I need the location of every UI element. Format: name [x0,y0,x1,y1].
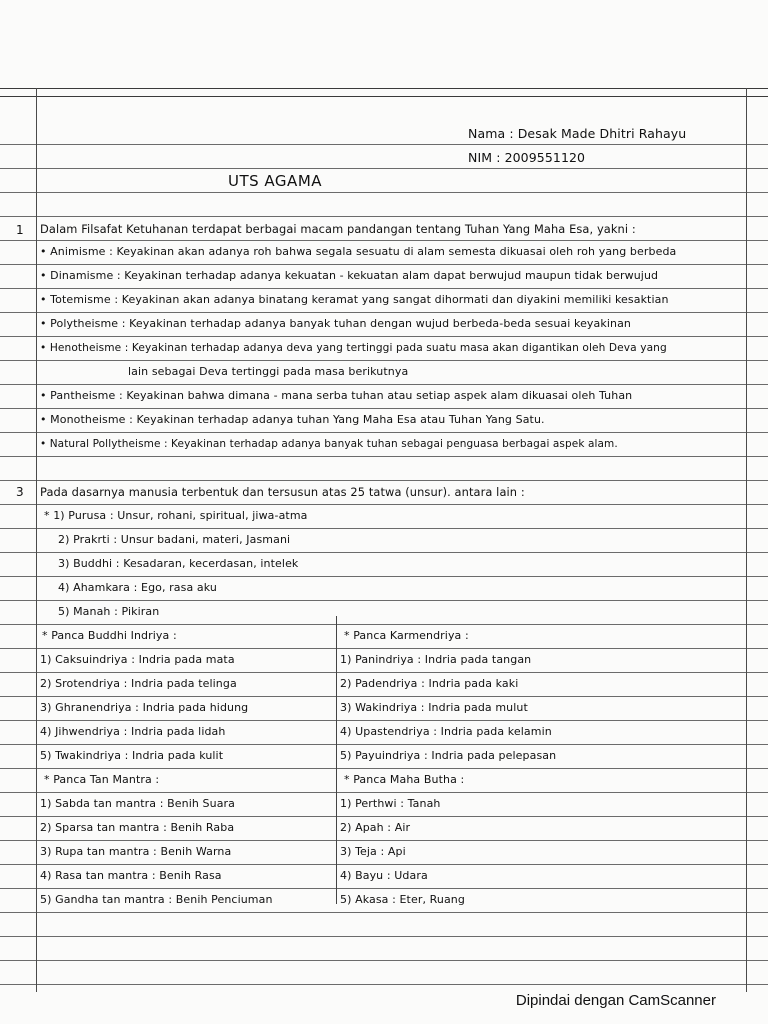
rule-line [0,624,768,625]
list-item: 2) Sparsa tan mantra : Benih Raba [40,821,235,834]
rule-line [0,648,768,649]
rule-line [0,936,768,937]
list-item: • Natural Pollytheisme : Keyakinan terhadap adanya banyak tuhan sebagai penguasa berbagai aspek alam. [40,438,618,450]
section-heading: * Panca Tan Mantra : [44,773,160,786]
rule-line [0,696,768,697]
rule-line [0,336,768,337]
rule-line [0,168,768,169]
list-item: 2) Apah : Air [340,821,411,834]
list-item: 4) Bayu : Udara [340,869,428,882]
section-heading: * Panca Maha Butha : [344,773,465,786]
list-item: 5) Payuindriya : Indria pada pelepasan [340,749,557,762]
rule-line [0,672,768,673]
tattwa-item: * 1) Purusa : Unsur, rohani, spiritual, jiwa-atma [44,509,308,522]
rule-line [0,960,768,961]
rule-line [0,504,768,505]
rule-line [0,384,768,385]
rule-line [0,288,768,289]
list-item: • Totemisme : Keyakinan akan adanya binatang keramat yang sangat dihormati dan diyakini memiliki kesaktian [40,293,669,306]
list-item: 3) Rupa tan mantra : Benih Warna [40,845,232,858]
rule-line [0,768,768,769]
list-item: 2) Srotendriya : Indria pada telinga [40,677,237,690]
list-item: 3) Wakindriya : Indria pada mulut [340,701,528,714]
top-rule [0,88,768,89]
rule-line [0,576,768,577]
right-margin-line [746,88,747,992]
list-item: 4) Rasa tan mantra : Benih Rasa [40,869,222,882]
list-item: 5) Akasa : Eter, Ruang [340,893,465,906]
rule-line [0,600,768,601]
list-item: • Dinamisme : Keyakinan terhadap adanya kekuatan - kekuatan alam dapat berwujud maupun tidak berwujud [40,269,659,282]
list-item: 1) Caksuindriya : Indria pada mata [40,653,235,666]
list-item: 1) Sabda tan mantra : Benih Suara [40,797,236,810]
rule-line [0,528,768,529]
list-item: 2) Padendriya : Indria pada kaki [340,677,519,690]
list-item: • Monotheisme : Keyakinan terhadap adanya tuhan Yang Maha Esa atau Tuhan Yang Satu. [40,413,545,426]
list-item: 3) Teja : Api [340,845,406,858]
rule-line [0,240,768,241]
list-item: 4) Jihwendriya : Indria pada lidah [40,725,226,738]
scanner-watermark: Dipindai dengan CamScanner [515,992,716,1009]
student-name: Nama : Desak Made Dhitri Rahayu [468,126,687,141]
rule-line [0,432,768,433]
rule-line [0,912,768,913]
list-item: 4) Upastendriya : Indria pada kelamin [340,725,552,738]
question-number: 3 [16,485,24,499]
rule-line [0,888,768,889]
top-rule-2 [0,96,768,97]
rule-line [0,360,768,361]
list-item: • Henotheisme : Keyakinan terhadap adanya deva yang tertinggi pada suatu masa akan digantikan oleh Deva yang [40,342,667,354]
tattwa-item: 5) Manah : Pikiran [58,605,160,618]
rule-line [0,480,768,481]
rule-line [0,408,768,409]
list-item: • Polytheisme : Keyakinan terhadap adanya banyak tuhan dengan wujud berbeda-beda sesuai keyakinan [40,317,631,330]
list-item: 1) Perthwi : Tanah [340,797,441,810]
student-nim: NIM : 2009551120 [468,150,586,165]
page-title: UTS AGAMA [228,172,323,190]
rule-line [0,552,768,553]
rule-line [0,840,768,841]
rule-line [0,216,768,217]
tattwa-item: 3) Buddhi : Kesadaran, kecerdasan, intelek [58,557,299,570]
list-item: 3) Ghranendriya : Indria pada hidung [40,701,249,714]
list-item: • Animisme : Keyakinan akan adanya roh bahwa segala sesuatu di alam semesta dikuasai oleh roh yang berbeda [40,245,677,258]
left-margin-line [36,88,37,992]
rule-line [0,864,768,865]
rule-line [0,720,768,721]
tattwa-item: 4) Ahamkara : Ego, rasa aku [58,581,217,594]
question-intro: Dalam Filsafat Ketuhanan terdapat berbagai macam pandangan tentang Tuhan Yang Maha Esa, yakni : [40,222,636,236]
rule-line [0,192,768,193]
rule-line [0,744,768,745]
list-item-continuation: lain sebagai Deva tertinggi pada masa berikutnya [128,365,409,378]
rule-line [0,456,768,457]
list-item: • Pantheisme : Keyakinan bahwa dimana - mana serba tuhan atau setiap aspek alam dikuasai oleh Tuhan [40,389,633,402]
rule-line [0,984,768,985]
rule-line [0,816,768,817]
rule-line [0,264,768,265]
rule-line [0,312,768,313]
rule-line [0,792,768,793]
list-item: 5) Gandha tan mantra : Benih Penciuman [40,893,273,906]
list-item: 5) Twakindriya : Indria pada kulit [40,749,224,762]
question-number: 1 [16,223,24,237]
rule-line [0,144,768,145]
list-item: 1) Panindriya : Indria pada tangan [340,653,532,666]
section-heading: * Panca Karmendriya : [344,629,469,642]
question-intro: Pada dasarnya manusia terbentuk dan tersusun atas 25 tatwa (unsur). antara lain : [40,485,525,499]
tattwa-item: 2) Prakrti : Unsur badani, materi, Jasmani [58,533,291,546]
section-heading: * Panca Buddhi Indriya : [42,629,177,642]
column-divider [336,616,337,904]
